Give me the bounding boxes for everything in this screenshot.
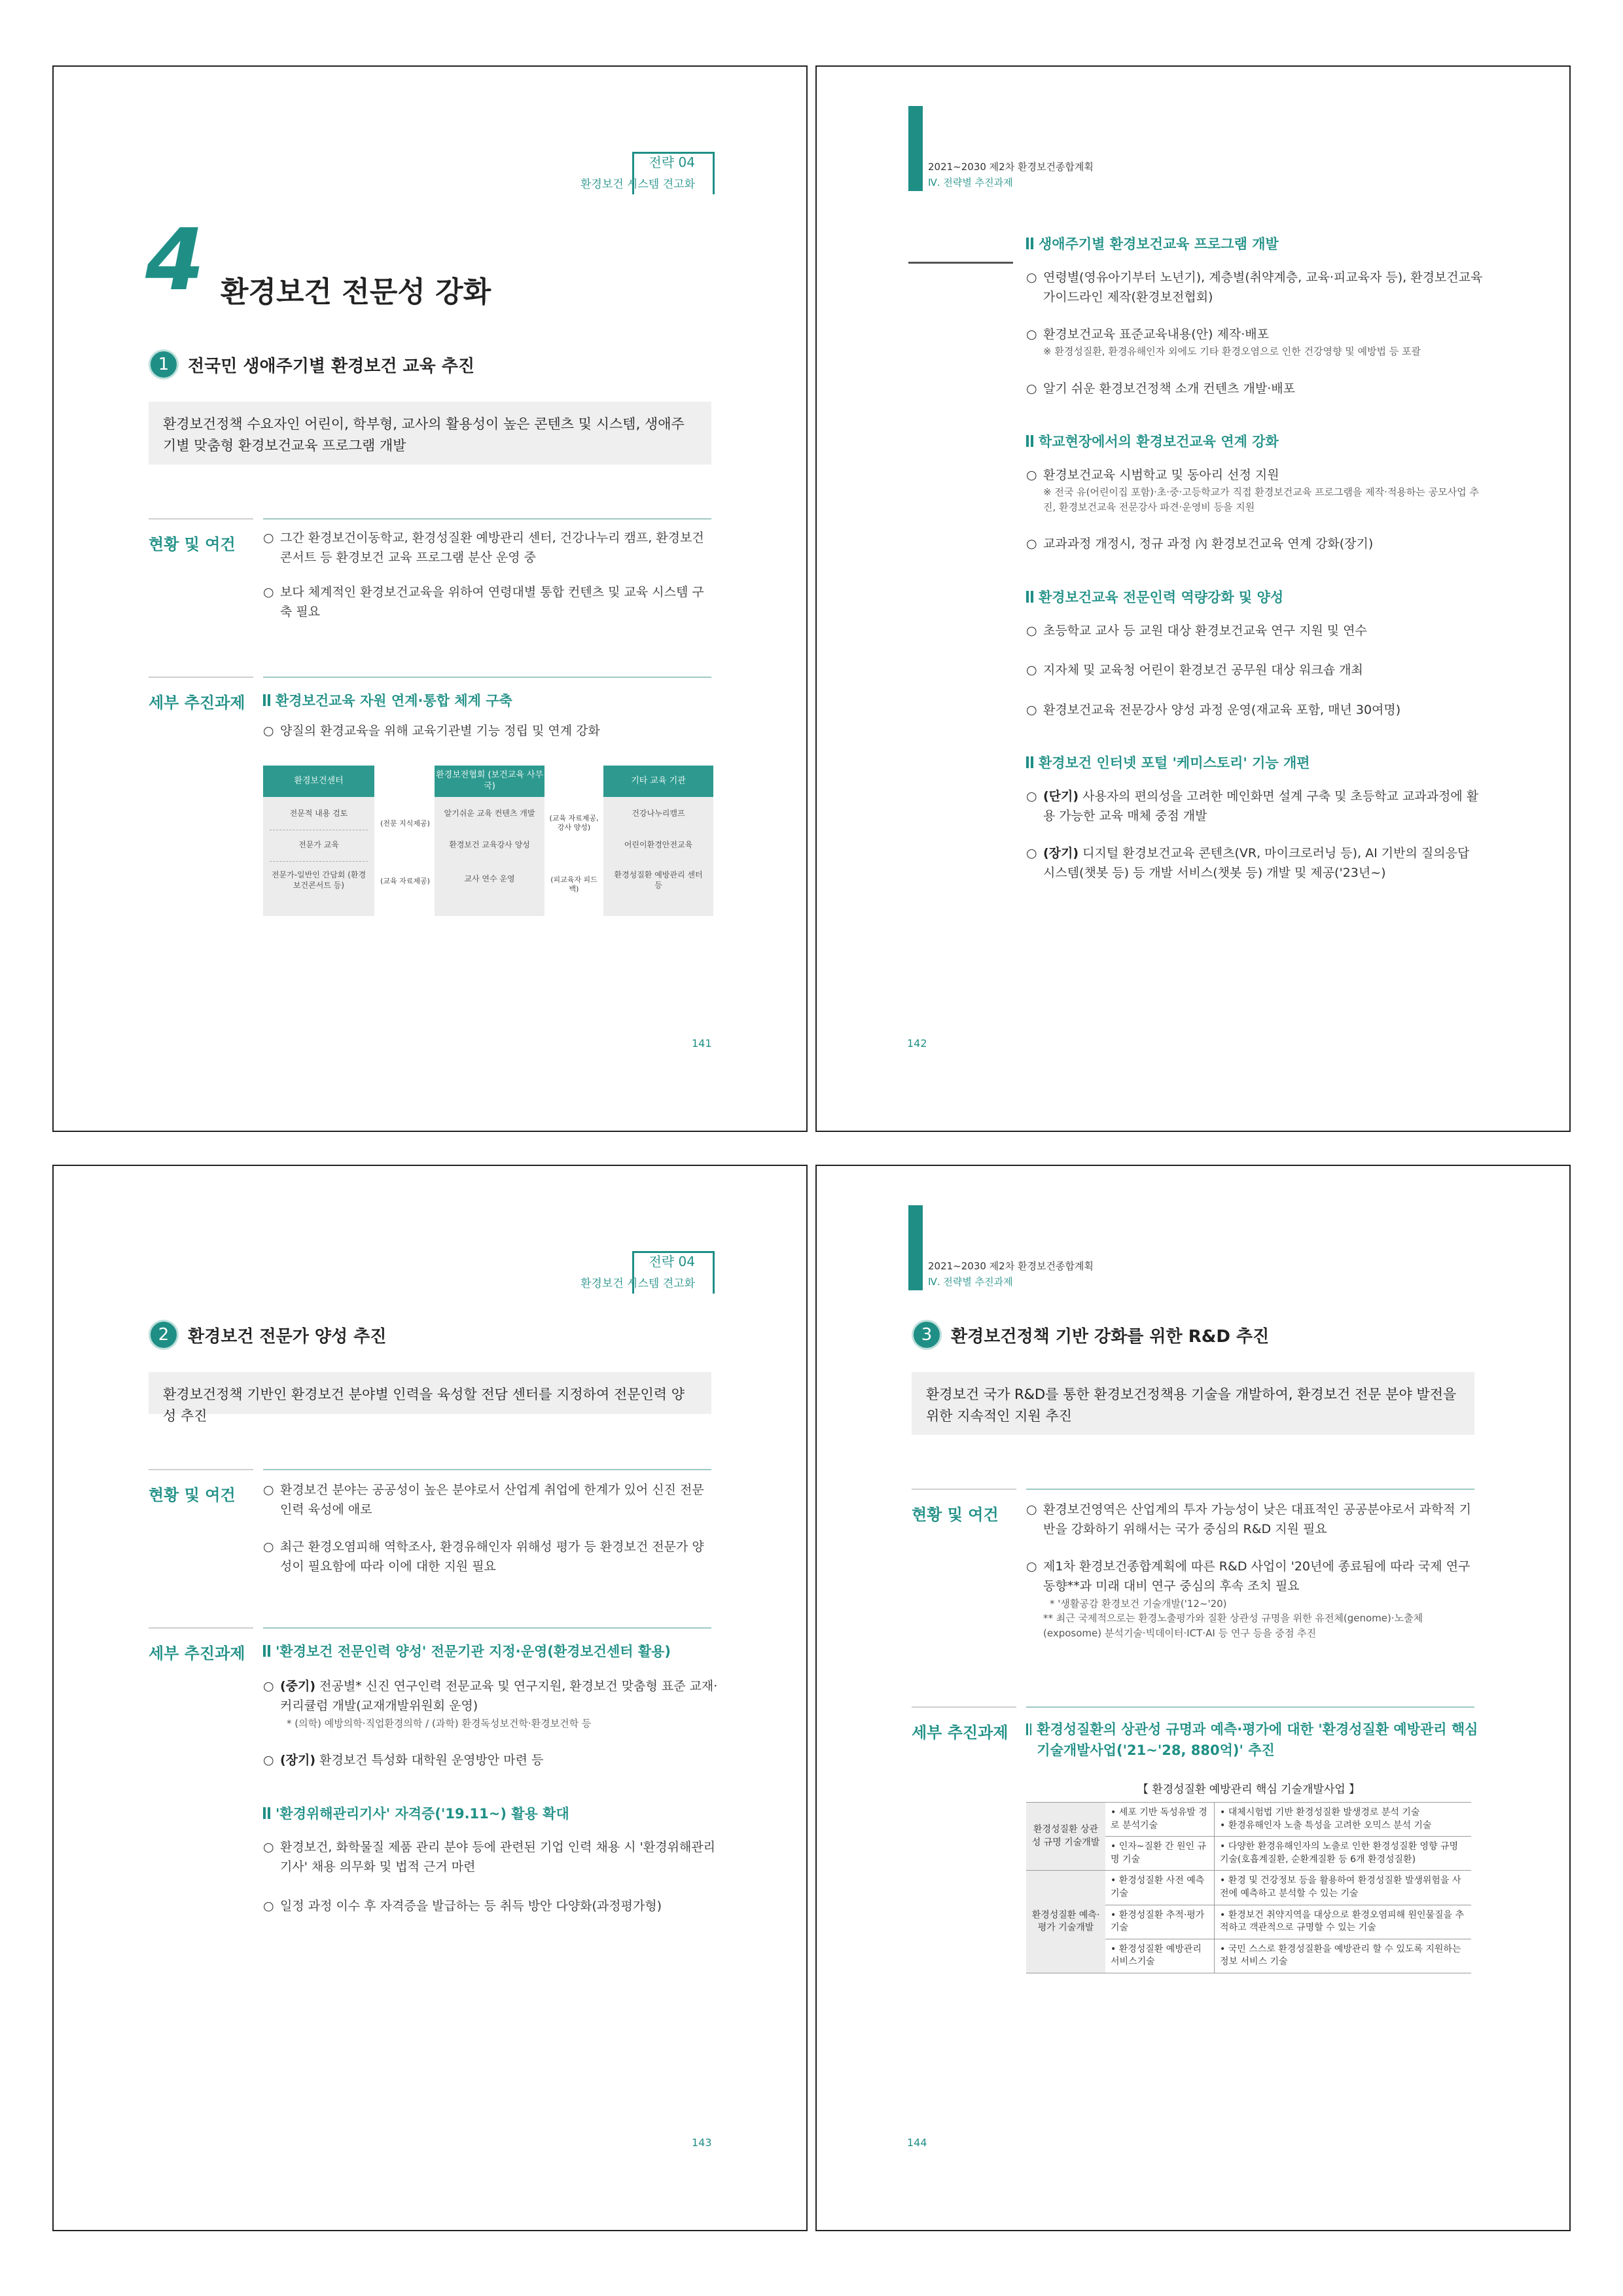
note: ** 최근 국제적으로는 환경노출평가와 질환 상관성 규명을 위한 유전체(genome)·노출체(exposome) 분석기술·빅데이터·ICT·AI 등 연구 등을 중점 추진 xyxy=(1043,1612,1423,1639)
divider xyxy=(1026,1706,1474,1708)
list-item: ○ 환경보건 분야는 공공성이 높은 분야로서 산업계 취업에 한계가 있어 신진 전문인력 육성에 애로 xyxy=(263,1483,704,1517)
table-cell: • 환경성질환 사전 예측 기술 xyxy=(1105,1871,1215,1905)
header-chapter: Ⅳ. 전략별 추진과제 xyxy=(928,1276,1013,1288)
page-number: 143 xyxy=(692,2136,712,2149)
section-title: 환경보건 전문가 양성 추진 xyxy=(188,1326,387,1347)
list-item: ○ 일정 과정 이수 후 자격증을 발급하는 등 취득 방안 다양화(과정평가형) xyxy=(263,1899,662,1914)
task-column xyxy=(263,1641,721,1916)
section-number: 3 xyxy=(912,1320,942,1350)
task-subheading: 환경성질환의 상관성 규명과 예측·평가에 대한 '환경성질환 예방관리 핵심기술개발사업('21~'28, 880억)' 추진 xyxy=(1026,1720,1484,1761)
section-title: 환경보건정책 기반 강화를 위한 R&D 추진 xyxy=(951,1326,1270,1347)
table-cell: • 다양한 환경유해인자의 노출로 인한 환경성질환 영향 규명기술(호흡계질환, 순환계질환 등 6개 환경성질환) xyxy=(1215,1837,1472,1871)
divider xyxy=(908,262,1013,264)
label-status: 현황 및 여건 xyxy=(149,1486,236,1504)
diagram-arrow-label: (전문 지식제공) xyxy=(380,819,430,828)
table-row xyxy=(1026,1871,1471,1905)
list-item: ○ 초등학교 교사 등 교원 대상 환경보건교육 연구 지원 및 연수 xyxy=(1026,623,1367,638)
section-number: 2 xyxy=(149,1320,179,1350)
table-cell: • 환경성질환 추적·평가기술 xyxy=(1105,1905,1215,1939)
table-category: 환경성질환 예측·평가 기술개발 xyxy=(1026,1871,1105,1973)
status-list xyxy=(263,528,715,622)
page-144 xyxy=(815,1165,1571,2231)
diagram-text: 어린이환경안전교육 xyxy=(624,840,693,849)
table-category: 환경성질환 상관성 규명 기술개발 xyxy=(1026,1803,1105,1871)
strategy-label: 전략 04 xyxy=(649,154,695,170)
institution-diagram xyxy=(263,766,715,916)
note: ※ 환경성질환, 환경유해인자 외에도 기타 환경오염으로 인한 건강영향 및 예방법 등 포괄 xyxy=(1043,345,1421,358)
table-cell: • 국민 스스로 환경성질환을 예방관리 할 수 있도록 지원하는 정보 서비스 기술 xyxy=(1215,1939,1472,1973)
table-cell: • 대체시험법 기반 환경성질환 발생경로 분석 기술 • 환경유해인자 노출 특성을 고려한 오믹스 분석 기술 xyxy=(1215,1803,1472,1837)
section-heading xyxy=(149,1320,386,1350)
divider xyxy=(149,1469,253,1470)
list-item: ○ 보다 체계적인 환경보건교육을 위하여 연령대별 통합 컨텐츠 및 교육 시스템 구축 필요 xyxy=(263,584,704,620)
task-subheading: 환경보건교육 자원 연계·통합 체계 구축 xyxy=(263,690,512,710)
diagram-text: 알기쉬운 교육 컨텐츠 개발 xyxy=(444,809,535,818)
summary-box: 환경보건정책 기반인 환경보건 분야별 인력을 육성할 전담 센터를 지정하여 전문인력 양성 추진 xyxy=(149,1372,711,1414)
diagram-head-3: 기타 교육 기관 xyxy=(603,766,713,797)
divider xyxy=(263,518,711,520)
divider xyxy=(149,677,253,678)
divider xyxy=(263,1469,711,1470)
list-item: ○ 교과과정 개정시, 정규 과정 內 환경보건교육 연계 강화(장기) xyxy=(1026,537,1374,552)
list-item: ○ 지자체 및 교육청 어린이 환경보건 공무원 대상 워크숍 개최 xyxy=(1026,663,1363,678)
diagram-text: 건강나누리캠프 xyxy=(632,809,685,818)
diagram-head-2: 환경보전협회 (보건교육 사무국) xyxy=(435,766,544,797)
diagram-text: 환경성질환 예방관리 센터 등 xyxy=(614,870,703,890)
subheading-2: '환경위해관리기사' 자격증('19.11~) 활용 확대 xyxy=(263,1803,721,1823)
header-chapter: Ⅳ. 전략별 추진과제 xyxy=(928,177,1013,188)
table-cell: • 환경성질환 예방관리 서비스기술 xyxy=(1105,1939,1215,1973)
label-status: 현황 및 여건 xyxy=(149,535,236,554)
list-item: ○ 환경보건, 화학물질 제품 관리 분야 등에 관련된 기업 인력 채용 시 '환경위해관리기사' 채용 의무화 및 법적 근거 마련 xyxy=(263,1839,716,1875)
summary-box: 환경보건정책 수요자인 어린이, 학부형, 교사의 활용성이 높은 콘텐츠 및 시스템, 생애주기별 맞춤형 환경보건교육 프로그램 개발 xyxy=(149,402,711,465)
diagram-arrow-label: (교육 자료제공) xyxy=(380,877,430,885)
divider xyxy=(1026,1489,1474,1490)
header-plan: 2021~2030 제2차 환경보건종합계획 xyxy=(928,161,1094,173)
divider xyxy=(263,1627,711,1629)
section-number: 1 xyxy=(149,349,179,380)
page-142 xyxy=(815,65,1571,1132)
divider xyxy=(149,518,253,520)
header-plan: 2021~2030 제2차 환경보건종합계획 xyxy=(928,1260,1094,1272)
strategy-header xyxy=(580,1251,715,1290)
strategy-subtitle: 환경보건 시스템 견고화 xyxy=(580,1277,695,1290)
divider xyxy=(912,1489,1016,1490)
list-item: ○ 그간 환경보건이동학교, 환경성질환 예방관리 센터, 건강나누리 캠프, 환경보건콘서트 등 환경보건 교육 프로그램 분산 운영 중 xyxy=(263,531,704,565)
diagram-head-1: 환경보건센터 xyxy=(263,766,374,797)
strategy-subtitle: 환경보건 시스템 견고화 xyxy=(580,178,695,191)
note: * '생활공감 환경보건 기술개발('12~'20) xyxy=(1050,1597,1227,1610)
page-number: 141 xyxy=(692,1037,712,1050)
page-number: 142 xyxy=(907,1037,927,1050)
rd-table xyxy=(1026,1802,1471,1973)
section-heading xyxy=(149,349,474,380)
divider xyxy=(270,830,368,831)
list-item: ○ 알기 쉬운 환경보건정책 소개 컨텐츠 개발·배포 xyxy=(1026,381,1295,396)
list-item: ○ 환경보건영역은 산업계의 투자 가능성이 낮은 대표적인 공공분야로서 과학적 기반을 강화하기 위해서는 국가 중심의 R&D 지원 필요 xyxy=(1026,1502,1472,1537)
page-number: 144 xyxy=(907,2136,927,2149)
subheading-1: '환경보건 전문인력 양성' 전문기관 지정·운영(환경보건센터 활용) xyxy=(263,1641,721,1661)
table-cell: • 환경 및 건강정보 등을 활용하여 환경성질환 발생위험을 사전에 예측하고 분석할 수 있는 기술 xyxy=(1215,1871,1472,1905)
status-list xyxy=(1026,1500,1478,1640)
status-list xyxy=(263,1480,715,1577)
diagram-text: 전문가 교육 xyxy=(298,840,339,849)
page-143 xyxy=(52,1165,808,2231)
chapter-number: 4 xyxy=(145,210,205,309)
list-item: ○ 제1차 환경보건종합계획에 따른 R&D 사업이 '20년에 종료됨에 따라 국제 연구동향**과 미래 대비 연구 중심의 후속 조치 필요 xyxy=(1026,1559,1471,1594)
summary-box: 환경보건 국가 R&D를 통한 환경보건정책용 기술을 개발하여, 환경보건 전문 분야 발전을 위한 지속적인 지원 추진 xyxy=(912,1372,1474,1435)
diagram-text: 전문가-일반인 간담회 (환경보건콘서트 등) xyxy=(271,870,366,890)
section-title: 전국민 생애주기별 환경보건 교육 추진 xyxy=(188,356,475,376)
subheading-3: 환경보건교육 전문인력 역량강화 및 양성 xyxy=(1026,587,1484,607)
label-status: 현황 및 여건 xyxy=(912,1506,999,1524)
label-task: 세부 추진과제 xyxy=(912,1723,1008,1742)
list-item: ○ 환경보건교육 표준교육내용(안) 제작·배포 xyxy=(1026,327,1269,342)
diagram-arrow-label: (교육 자료제공, 강사 양성) xyxy=(549,814,599,832)
diagram-text: 환경보건 교육강사 양성 xyxy=(449,840,530,849)
table-cell: • 인자~질환 간 원인 규명 기술 xyxy=(1105,1837,1215,1871)
list-item: ○ 환경보건교육 시범학교 및 동아리 선정 지원 xyxy=(1026,468,1279,483)
table-cell: • 환경보건 취약지역을 대상으로 환경오염피해 원인물질을 추적하고 객관적으로 규명할 수 있는 기술 xyxy=(1215,1905,1472,1939)
page-141 xyxy=(52,65,808,1132)
diagram-text: 전문적 내용 검토 xyxy=(289,809,348,818)
note: ※ 전국 유(어린이집 포함)·초·중·고등학교가 직접 환경보건교육 프로그램을 제작·적용하는 공모사업 추진, 환경보건교육 전문강사 파견·운영비 등을 지원 xyxy=(1043,486,1479,513)
divider xyxy=(270,861,368,862)
list-item: ○ 연령별(영유아기부터 노년기), 계층별(취약계층, 교육·피교육자 등), 환경보건교육 가이드라인 제작(환경보전협회) xyxy=(1026,270,1483,305)
list-item: ○ 최근 환경오염피해 역학조사, 환경유해인자 위해성 평가 등 환경보건 전문가 양성이 필요함에 따라 이에 대한 지원 필요 xyxy=(263,1539,704,1574)
chapter-title: 환경보건 전문성 강화 xyxy=(221,275,491,309)
strategy-header xyxy=(580,152,715,191)
table-title: 【 환경성질환 예방관리 핵심 기술개발사업 】 xyxy=(1137,1783,1361,1796)
list-item: ○ 양질의 환경교육을 위해 교육기관별 기능 정립 및 연계 강화 xyxy=(263,724,600,738)
divider xyxy=(149,1627,253,1629)
label-task: 세부 추진과제 xyxy=(149,694,245,712)
divider xyxy=(263,677,711,678)
list-item: ○ (장기) 디지털 환경보건교육 콘텐츠(VR, 마이크로러닝 등), AI 기반의 질의응답 시스템(챗봇 등) 등 개발 서비스(챗봇 등) 개발 및 제공('23년~) xyxy=(1026,845,1470,881)
table-row xyxy=(1026,1803,1471,1837)
label-task: 세부 추진과제 xyxy=(149,1644,245,1663)
diagram-arrow-label: (피교육자 피드백) xyxy=(550,875,597,894)
list-item: ○ (중기) 전공별* 신진 연구인력 전문교육 및 연구지원, 환경보건 맞춤형 표준 교재·커리큘럼 개발(교재개발위원회 운영) xyxy=(263,1679,718,1714)
divider xyxy=(912,1706,1016,1708)
list-item: ○ (단기) 사용자의 편의성을 고려한 메인화면 설계 구축 및 초등학교 교과과정에 활용 가능한 교육 매체 중점 개발 xyxy=(1026,789,1479,824)
section-heading xyxy=(912,1320,1269,1350)
note: * (의학) 예방의학·직업환경의학 / (과학) 환경독성보건학·환경보건학 등 xyxy=(287,1717,592,1729)
list-item: ○ (장기) 환경보건 특성화 대학원 운영방안 마련 등 xyxy=(263,1753,544,1768)
strategy-label: 전략 04 xyxy=(649,1254,695,1269)
diagram-text: 교사 연수 운영 xyxy=(464,874,515,883)
header-bar xyxy=(908,1205,923,1290)
header-bar xyxy=(908,106,923,191)
subheading-4: 환경보건 인터넷 포털 '케미스토리' 기능 개편 xyxy=(1026,752,1484,772)
subheading-2: 학교현장에서의 환경보건교육 연계 강화 xyxy=(1026,431,1484,451)
table-cell: • 세포 기반 독성유발 경로 분석기술 xyxy=(1105,1803,1215,1837)
subheading-1: 생애주기별 환경보건교육 프로그램 개발 xyxy=(1026,234,1484,253)
list-item: ○ 환경보건교육 전문강사 양성 과정 운영(재교육 포함, 매년 30여명) xyxy=(1026,702,1401,717)
content-column xyxy=(1026,234,1484,883)
